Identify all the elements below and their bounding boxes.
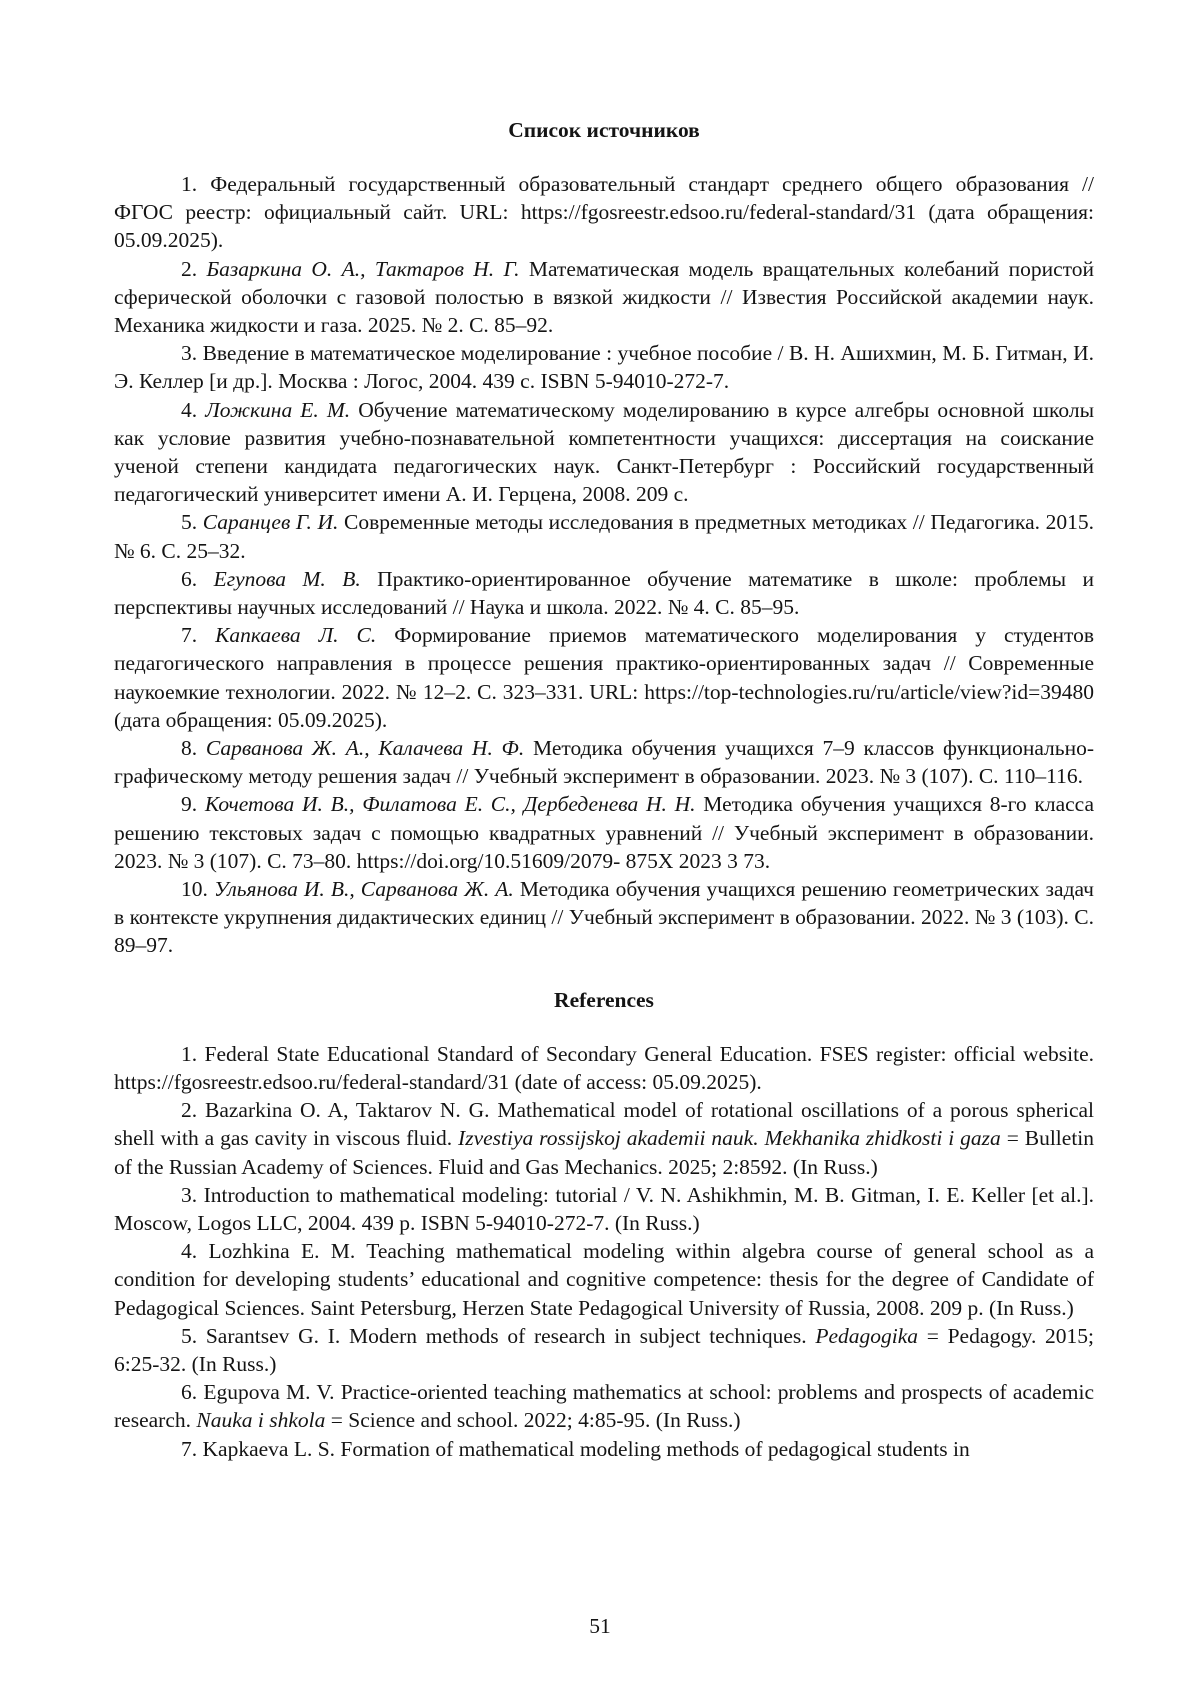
reference-number: 9. bbox=[181, 792, 198, 817]
reference-item bbox=[114, 1181, 1094, 1237]
reference-number: 6. bbox=[181, 566, 198, 591]
reference-text: Обучение математическому моделированию в курсе алгебры основной школы как условие развития учебно-познавательной компетентности учащихся: диссертация на соискание ученой степени кандидата педагогических наук. Санкт-Петербург : Российский государственный педагогический университет имени А. И. Герцена, 2008. 209 с. bbox=[114, 397, 1095, 507]
reference-item bbox=[114, 1435, 1094, 1463]
reference-text: Практико-ориентированное обучение математике в школе: проблемы и перспективы научных исследований // Наука и школа. 2022. № 4. С. 85–95. bbox=[114, 566, 1095, 620]
reference-text: Формирование приемов математического моделирования у студентов педагогического направления в процессе решения практико-ориентированных задач // Современные наукоемкие технологии. 2022. № 12–2. С. 323–331. URL: https://top-technologies.ru/ru/article/view?id=39480 (дата обращения: 05.09.2025). bbox=[114, 623, 1095, 732]
reference-number: 6. bbox=[181, 1380, 198, 1405]
reference-journal: Izvestiya rossijskoj akademii nauk. Mekhanika zhidkosti i gaza bbox=[458, 1126, 1001, 1151]
reference-number: 1. bbox=[181, 1041, 198, 1066]
reference-item bbox=[114, 621, 1094, 734]
reference-item bbox=[114, 170, 1094, 255]
reference-journal: Pedagogika bbox=[815, 1323, 919, 1348]
reference-text: Методика обучения учащихся 7–9 классов функционально-графическому методу решения задач // Учебный эксперимент в образовании. 2023. № 3 (107). С. 110–116. bbox=[114, 736, 1095, 789]
reference-text-tail: = Science and school. 2022; 4:85-95. (In Russ.) bbox=[330, 1408, 741, 1433]
reference-authors: Егупова М. В. bbox=[213, 566, 361, 591]
reference-number: 3. bbox=[181, 341, 198, 366]
reference-text: Федеральный государственный образовательный стандарт среднего общего образования // ФГОС реестр: официальный сайт. URL: https://fgosreestr.edsoo.ru/federal-standard/31 (дата обращения: 05.09.2025). bbox=[114, 172, 1095, 253]
reference-text: Современные методы исследования в предметных методиках // Педагогика. 2015. № 6. С. 25–32. bbox=[114, 510, 1094, 563]
reference-number: 2. bbox=[181, 1098, 198, 1123]
reference-item bbox=[114, 1096, 1094, 1181]
reference-authors: Сарванова Ж. А., Калачева Н. Ф. bbox=[205, 736, 525, 761]
reference-item bbox=[114, 508, 1094, 564]
reference-number: 10. bbox=[181, 877, 208, 902]
reference-item bbox=[114, 1322, 1094, 1378]
reference-item bbox=[114, 1040, 1094, 1096]
reference-number: 5. bbox=[181, 510, 198, 535]
reference-authors: Кочетова И. В., Филатова Е. С., Дербеденева Н. Н. bbox=[204, 792, 696, 817]
reference-item bbox=[114, 565, 1094, 621]
reference-text: Kapkaeva L. S. Formation of mathematical modeling methods of pedagogical students in bbox=[202, 1436, 970, 1461]
reference-number: 7. bbox=[181, 1436, 198, 1461]
reference-number: 2. bbox=[181, 256, 198, 281]
reference-text: Sarantsev G. I. Modern methods of research in subject techniques. bbox=[205, 1323, 807, 1348]
reference-item bbox=[114, 875, 1094, 960]
reference-item bbox=[114, 339, 1094, 395]
references-list-en bbox=[114, 1040, 1094, 1463]
reference-authors: Базаркина О. А., Тактаров Н. Г. bbox=[206, 256, 520, 281]
reference-item bbox=[114, 1237, 1094, 1322]
reference-text-tail: = Pedagogy. 2015; 6:25-32. (In Russ.) bbox=[114, 1323, 1095, 1376]
reference-text: Lozhkina E. M. Teaching mathematical modeling within algebra course of general school as a condition for developing students’ educational and cognitive competence: thesis for the degree of Candidate of Pedagogical Sciences. Saint Petersburg, Herzen State Pedagogical University of Russia, 2008. 209 p. (In Russ.) bbox=[114, 1239, 1094, 1320]
sources-list-ru bbox=[114, 170, 1094, 960]
reference-item bbox=[114, 255, 1094, 340]
reference-item bbox=[114, 396, 1094, 509]
page-number: 51 bbox=[589, 1614, 611, 1638]
reference-text: Federal State Educational Standard of Secondary General Education. FSES register: official website. https://fgosreestr.edsoo.ru/federal-standard/31 (date of access: 05.09.2025). bbox=[114, 1041, 1095, 1094]
reference-text-tail: = Bulletin of the Russian Academy of Sciences. Fluid and Gas Mechanics. 2025; 2:8592. (In Russ.) bbox=[114, 1126, 1095, 1179]
reference-number: 1. bbox=[181, 172, 198, 196]
sources-heading: Список источников bbox=[508, 118, 700, 142]
reference-text: Egupova M. V. Practice-oriented teaching mathematics at school: problems and prospects of academic research. bbox=[114, 1380, 1095, 1433]
references-heading: References bbox=[554, 987, 654, 1012]
reference-authors: Саранцев Г. И. bbox=[202, 510, 339, 535]
reference-number: 5. bbox=[181, 1323, 198, 1348]
reference-number: 3. bbox=[181, 1182, 198, 1207]
reference-number: 4. bbox=[181, 397, 198, 422]
reference-text: Методика обучения учащихся решению геометрических задач в контексте укрупнения дидактических единиц // Учебный эксперимент в образовании. 2022. № 3 (103). С. 89–97. bbox=[114, 877, 1094, 958]
reference-text: Методика обучения учащихся 8-го класса решению текстовых задач с помощью квадратных уравнений // Учебный эксперимент в образовании. 2023. № 3 (107). С. 73–80. https://doi.org/10.51609/2079- 875X 2023 3 73. bbox=[114, 792, 1095, 873]
reference-number: 8. bbox=[181, 736, 198, 761]
reference-authors: Ложкина Е. М. bbox=[205, 397, 351, 422]
reference-text: Bazarkina O. A, Taktarov N. G. Mathematical model of rotational oscillations of a porous spherical shell with a gas cavity in viscous fluid. bbox=[114, 1098, 1095, 1151]
reference-authors: Ульянова И. В., Сарванова Ж. А. bbox=[213, 877, 514, 902]
reference-item bbox=[114, 790, 1094, 875]
reference-text: Введение в математическое моделирование : учебное пособие / В. Н. Ашихмин, М. Б. Гитман, И. Э. Келлер [и др.]. Москва : Логос, 2004. 439 с. ISBN 5-94010-272-7. bbox=[114, 341, 1094, 394]
reference-item bbox=[114, 734, 1094, 790]
reference-number: 7. bbox=[181, 623, 198, 648]
reference-number: 4. bbox=[181, 1239, 198, 1264]
reference-item bbox=[114, 1378, 1094, 1434]
reference-text: Introduction to mathematical modeling: tutorial / V. N. Ashikhmin, M. B. Gitman, I. E. Keller [et al.]. Moscow, Logos LLC, 2004. 439 p. ISBN 5-94010-272-7. (In Russ.) bbox=[114, 1182, 1095, 1235]
reference-text: Математическая модель вращательных колебаний пористой сферической оболочки с газовой полостью в вязкой жидкости // Известия Российской академии наук. Механика жидкости и газа. 2025. № 2. С. 85–92. bbox=[114, 256, 1094, 338]
reference-journal: Nauka i shkola bbox=[196, 1408, 326, 1433]
reference-authors: Капкаева Л. С. bbox=[215, 623, 377, 648]
